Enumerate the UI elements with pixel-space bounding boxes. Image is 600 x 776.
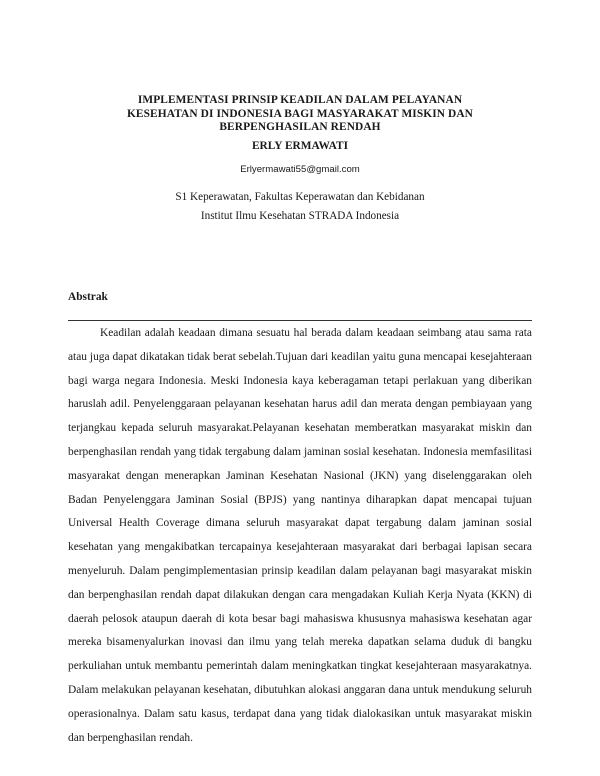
author-email: Erlyermawati55@gmail.com [240,164,360,175]
abstract-heading: Abstrak [68,291,108,303]
abstract-body: Keadilan adalah keadaan dimana sesuatu hal berada dalam keadaan seimbang atau sama rata atau juga dapat dikatakan tidak berat sebelah.Tujuan dari keadilan yaitu guna mencapai kesejahteraan bagi warga negara Indonesia. Meski Indonesia kaya keberagaman tetapi perlakuan yang diberikan haruslah adil. Penyelenggaraan pelayanan kesehatan harus adil dan merata dengan pembiayaan yang terjangkau kepada seluruh masyarakat.Pelayanan kesehatan memberatkan masyarakat miskin dan berpenghasilan rendah yang tidak tergabung dalam jaminan sosial kesehatan. Indonesia memfasilitasi masyarakat dengan menerapkan Jaminan Kesehatan Nasional (JKN) yang diselenggarakan oleh Badan Penyelenggara Jaminan Sosial (BPJS) yang nantinya diharapkan dapat mencapai tujuan Universal Health Coverage dimana seluruh masyarakat dapat tergabung dalam jaminan sosial kesehatan yang mengakibatkan tercapainya kesejahteraan masyarakat dari berbagai lapisan secara menyeluruh. Dalam pengimplementasian prinsip keadilan dalam pelayanan bagi masyarakat miskin dan berpenghasilan rendah dapat dilakukan dengan cara mengadakan Kuliah Kerja Nyata (KKN) di daerah pelosok ataupun daerah di kota besar bagi mahasiswa khususnya mahasiswa kesehatan agar mereka bisamenyalurkan inovasi dan ilmu yang telah mereka dapatkan selama duduk di bangku perkuliahan untuk membantu pemerintah dalam meningkatkan tingkat kesejahteraan masyarakatnya. Dalam melakukan pelayanan kesehatan, dibutuhkan alokasi anggaran dana untuk mendukung seluruh operasionalnya. Dalam satu kasus, terdapat dana yang tidak dialokasikan untuk masyarakat miskin dan berpenghasilan rendah. [68,327,532,744]
paper-title [90,94,510,135]
section-divider [68,320,532,321]
affiliation-line-1: S1 Keperawatan, Fakultas Keperawatan dan Kebidanan [175,191,425,203]
affiliation [0,188,600,226]
title-line-1: IMPLEMENTASI PRINSIP KEADILAN DALAM PELAYANAN [137,94,463,106]
author-name: ERLY ERMAWATI [251,140,349,152]
title-line-2: KESEHATAN DI INDONESIA BAGI MASYARAKAT MISKIN DAN [126,107,474,120]
affiliation-line-2: Institut Ilmu Kesehatan STRADA Indonesia [200,210,400,222]
title-line-3: BERPENGHASILAN RENDAH [219,121,381,133]
